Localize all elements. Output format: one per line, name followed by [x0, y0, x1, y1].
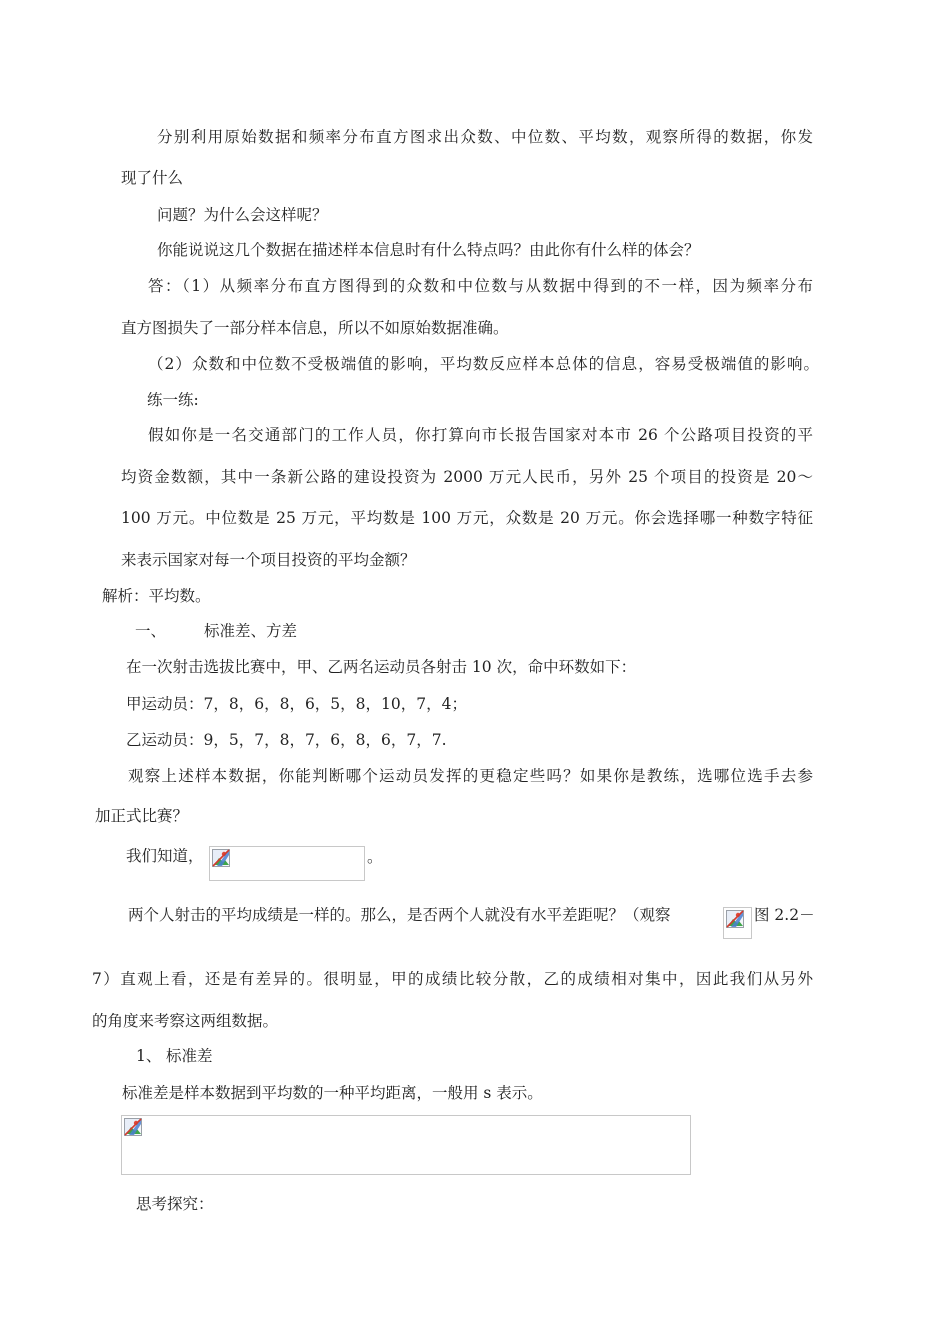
paragraph-line: 在一次射击选拔比赛中，甲、乙两名运动员各射击 10 次，命中环数如下：	[126, 658, 637, 676]
data-line-yi: 乙运动员：9，5，7，8，7，6，8，6，7，7.	[126, 731, 447, 749]
paragraph-line: 。	[367, 848, 383, 866]
paragraph-line: 图 2.2－	[754, 906, 815, 924]
paragraph-line: 问题？为什么会这样呢？	[157, 206, 328, 224]
practice-heading: 练一练:	[147, 391, 199, 409]
paragraph-line: 你能说说这几个数据在描述样本信息时有什么特点吗？由此你有什么样的体会？	[157, 241, 700, 259]
broken-image-icon	[726, 910, 744, 928]
paragraph-line: 现了什么	[121, 169, 184, 187]
subsection-number: 1、	[136, 1047, 162, 1065]
paragraph-line: 两个人射击的平均成绩是一样的。那么，是否两个人就没有水平差距呢？（观察	[128, 906, 671, 924]
paragraph-line: 7）直观上看，还是有差异的。很明显，甲的成绩比较分散，乙的成绩相对集中，因此我们从另外	[92, 970, 813, 988]
analysis-line: 解析：平均数。	[102, 587, 211, 605]
figure-image	[723, 907, 752, 939]
paragraph-line: 分别利用原始数据和频率分布直方图求出众数、中位数、平均数，观察所得的数据，你发	[157, 128, 813, 146]
data-line-jia: 甲运动员：7，8，6，8，6，5，8，10，7，4；	[126, 695, 467, 713]
formula-image	[121, 1115, 691, 1175]
paragraph-line: 的角度来考察这两组数据。	[92, 1012, 279, 1030]
paragraph-line: 标准差是样本数据到平均数的一种平均距离，一般用 s 表示。	[122, 1084, 543, 1102]
question-line: 100 万元。中位数是 25 万元，平均数是 100 万元，众数是 20 万元。你会选择哪一种数字特征	[121, 509, 813, 527]
paragraph-line: 观察上述样本数据，你能判断哪个运动员发挥的更稳定些吗？如果你是教练，选哪位选手去参	[128, 767, 813, 785]
question-line: 假如你是一名交通部门的工作人员，你打算向市长报告国家对本市 26 个公路项目投资的平	[148, 426, 813, 444]
broken-image-icon	[124, 1118, 142, 1136]
formula-image	[209, 846, 365, 881]
section-title: 标准差、方差	[204, 622, 298, 640]
paragraph-line: 思考探究：	[136, 1195, 214, 1213]
question-line: 来表示国家对每一个项目投资的平均金额？	[121, 551, 416, 569]
answer-line: 直方图损失了一部分样本信息，所以不如原始数据准确。	[121, 319, 509, 337]
question-line: 均资金数额，其中一条新公路的建设投资为 2000 万元人民币，另外 25 个项目的投资是 20～	[121, 468, 813, 486]
subsection-title: 标准差	[166, 1047, 213, 1065]
answer-line: （2）众数和中位数不受极端值的影响，平均数反应样本总体的信息，容易受极端值的影响。	[148, 355, 819, 373]
section-number: 一、	[135, 622, 167, 640]
answer-line: 答：（1）从频率分布直方图得到的众数和中位数与从数据中得到的不一样，因为频率分布	[148, 277, 813, 295]
paragraph-line: 我们知道，	[126, 847, 204, 865]
broken-image-icon	[212, 849, 230, 867]
paragraph-line: 加正式比赛？	[95, 807, 189, 825]
